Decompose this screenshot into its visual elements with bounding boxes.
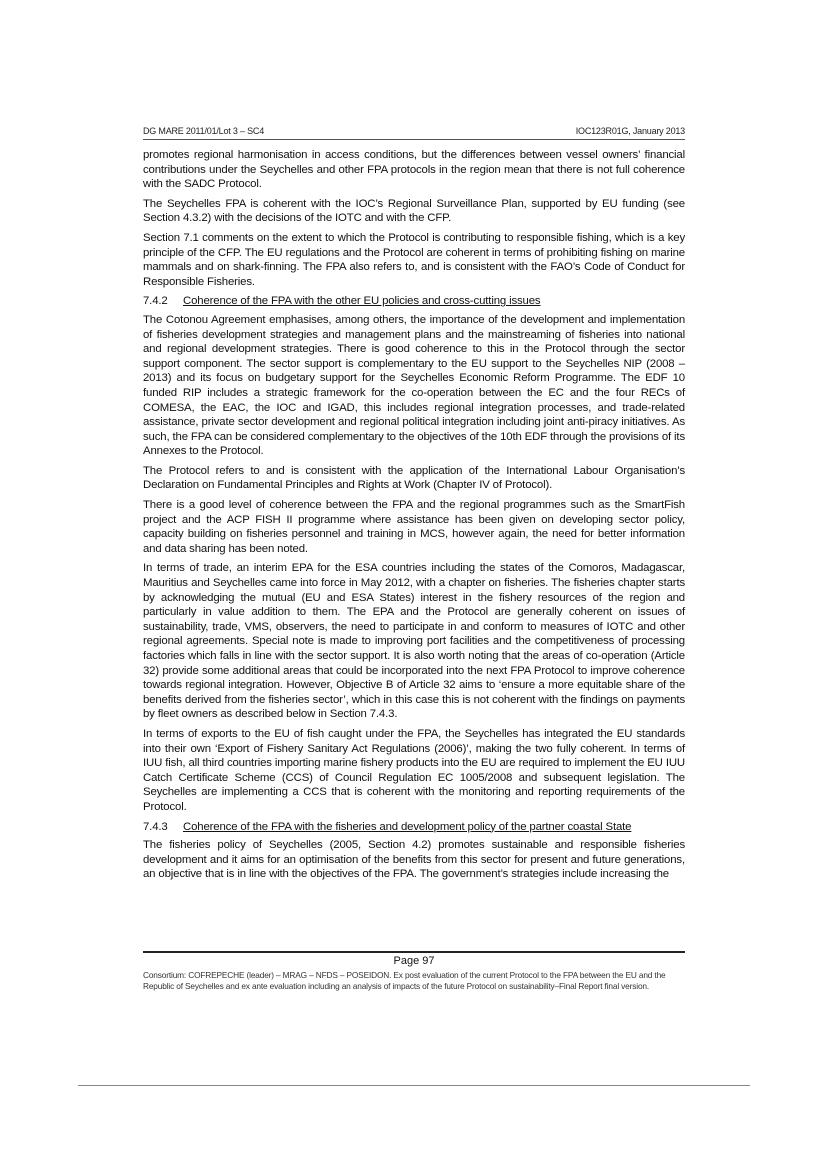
paragraph: The Cotonou Agreement emphasises, among others, the importance of the development and implementation of fisheries development strategies and management plans and the mainstreaming of fisheries into national and regional development strategies. There is good coherence to this in the Protocol through the sector support component. The sector support is complementary to the EU support to the Seychelles NIP (2008 – 2013) and its focus on budgetary support for the Seychelles Economic Reform Programme. The EDF 10 funded RIP includes a strategic framework for the co-operation between the EC and the four RECs of COMESA, the EAC, the IOC and IGAD, this includes regional integration processes, and trade-related assistance, private sector development and regional political integration including joint anti-piracy initiatives. As such, the FPA can be considered complementary to the objectives of the 10th EDF through the provisions of its Annexes to the Protocol. — [143, 313, 685, 458]
paragraph: The Protocol refers to and is consistent with the application of the International Labour Organisation’s Declaration on Fundamental Principles and Rights at Work (Chapter IV of Protocol). — [143, 464, 685, 492]
page-header — [143, 126, 685, 140]
footer-note: Consortium: COFREPECHE (leader) – MRAG – NFDS – POSEIDON. Ex post evaluation of the current Protocol to the FPA between the EU and the Republic of Seychelles and ex ante evaluation including an analysis of impacts of the future Protocol on sustainability–Final Report final version. — [143, 970, 666, 991]
section-title: Coherence of the FPA with the other EU policies and cross-cutting issues — [183, 295, 541, 308]
paragraph: The Seychelles FPA is coherent with the IOC’s Regional Surveillance Plan, supported by EU funding (see Section 4.3.2) with the decisions of the IOTC and with the CFP. — [143, 197, 685, 225]
paragraph: promotes regional harmonisation in access conditions, but the differences between vessel owners’ financial contributions under the Seychelles and other FPA protocols in the region mean that there is not full coherence with the SADC Protocol. — [143, 149, 685, 191]
section-number: 7.4.2 — [143, 295, 168, 308]
body-content — [143, 148, 685, 887]
paragraph: In terms of trade, an interim EPA for the ESA countries including the states of the Comoros, Madagascar, Mauritius and Seychelles came into force in May 2012, with a chapter on fisheries. The fisheries chapter starts by acknowledging the mutual (EU and ESA States) interest in the fishery resources of the region and particularly in value addition to them. The EPA and the Protocol are generally coherent on issues of sustainability, trade, VMS, observers, the need to participate in and conform to measures of IOTC and other regional agreements. Special note is made to improving port facilities and the competitiveness of processing factories which falls in line with the sector support. It is also worth noting that the areas of co-operation (Article 32) provide some additional areas that could be incorporated into the next FPA Protocol to improve coherence towards regional integration. However, Objective B of Article 32 aims to ‘ensure a more equitable share of the benefits derived from the fisheries sector’, which in this case this is not coherent with the findings on payments by fleet owners as described below in Section 7.4.3. — [143, 562, 685, 721]
paragraph: There is a good level of coherence between the FPA and the regional programmes such as the SmartFish project and the ACP FISH II programme where assistance has been given on developing sector policy, capacity building on fisheries personnel and training in MCS, however again, the need for better information and data sharing has been noted. — [143, 499, 685, 555]
paragraph: Section 7.1 comments on the extent to which the Protocol is contributing to responsible fishing, which is a key principle of the CFP. The EU regulations and the Protocol are coherent in terms of prohibiting fishing on marine mammals and on shark-finning. The FPA also refers to, and is consistent with the FAO’s Code of Conduct for Responsible Fisheries. — [143, 231, 685, 288]
section-number: 7.4.3 — [143, 820, 168, 833]
paragraph: The fisheries policy of Seychelles (2005, Section 4.2) promotes sustainable and responsible fisheries development and it aims for an optimisation of the benefits from this sector for present and future generations, an objective that is in line with the objectives of the FPA. The government’s strategies include increasing the — [143, 839, 685, 881]
page-number: Page 97 — [393, 955, 435, 967]
header-rule — [143, 139, 685, 140]
section-title: Coherence of the FPA with the fisheries and development policy of the partner coastal State — [183, 820, 632, 833]
page-break-rule — [78, 1085, 750, 1086]
footer-rule — [143, 951, 685, 953]
paragraph: In terms of exports to the EU of fish caught under the FPA, the Seychelles has integrated the EU standards into their own ‘Export of Fishery Sanitary Act Regulations (2006)’, making the two fully coherent. In terms of IUU fish, all third countries importing marine fishery products into the EU are required to implement the EU IUU Catch Certificate Scheme (CCS) of Council Regulation EC 1005/2008 and subsequent legislation. The Seychelles are implementing a CCS that is coherent with the monitoring and reporting requirements of the Protocol. — [143, 727, 685, 813]
section-heading-7-4-3 — [143, 820, 685, 835]
section-heading-7-4-2 — [143, 294, 685, 309]
header-right: IOC123R01G, January 2013 — [575, 126, 685, 136]
header-left: DG MARE 2011/01/Lot 3 – SC4 — [143, 126, 264, 136]
